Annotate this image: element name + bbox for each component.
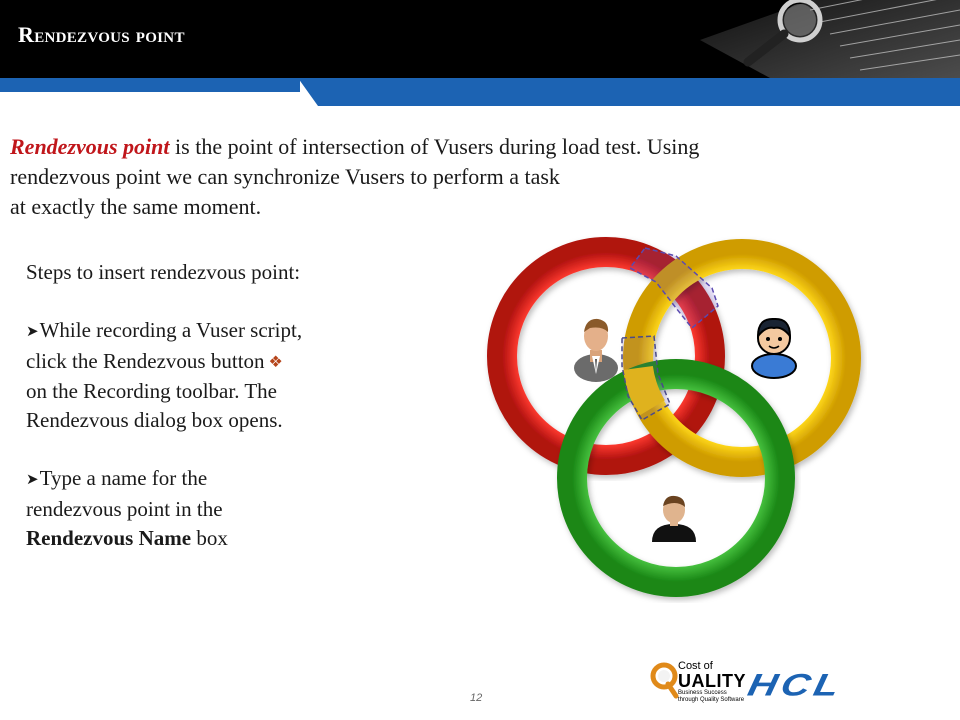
hcl-logo: HCL	[744, 668, 847, 703]
step-2-line-1: ➤Type a name for the	[26, 466, 208, 490]
slide-header	[0, 0, 960, 78]
header-blue-band	[0, 78, 960, 108]
step-1-line-3: on the Recording toolbar. The	[26, 379, 277, 403]
intro-term: Rendezvous point	[10, 134, 170, 159]
step-1-line-1: ➤While recording a Vuser script,	[26, 318, 303, 342]
step-1-line-4: Rendezvous dialog box opens.	[26, 408, 283, 432]
step-1-line-2: click the Rendezvous button ❖	[26, 349, 283, 373]
cost-of-quality-logo-text: Cost of UALITY Business Success through Quality Software	[678, 660, 746, 703]
interlocking-rings-illustration	[480, 236, 880, 606]
page-number: 12	[470, 692, 483, 704]
intro-paragraph	[10, 132, 860, 222]
rendezvous-button-icon: ❖	[268, 354, 283, 371]
intro-line-1: Rendezvous point is the point of intersection of Vusers during load test. Using	[10, 134, 700, 159]
step-2-line-3: Rendezvous Name box	[26, 526, 228, 550]
laptop-magnifier-image	[660, 0, 960, 78]
intro-line-3: at exactly the same moment.	[10, 194, 262, 219]
user-icon-person	[652, 496, 696, 542]
intro-line-2: rendezvous point we can synchronize Vusers to perform a task	[10, 164, 560, 189]
slide-title: Rendezvous point	[18, 22, 185, 47]
user-icon-cartoon	[752, 319, 796, 378]
steps-heading: Steps to insert rendezvous point:	[26, 260, 301, 284]
step-2-line-2: rendezvous point in the	[26, 497, 223, 521]
steps-block	[26, 258, 406, 553]
user-icon-suit	[574, 319, 618, 382]
arrow-bullet-icon: ➤	[26, 324, 39, 340]
cost-of-quality-logo-icon	[650, 660, 680, 700]
arrow-bullet-icon: ➤	[26, 472, 39, 488]
green-ring	[572, 374, 780, 582]
